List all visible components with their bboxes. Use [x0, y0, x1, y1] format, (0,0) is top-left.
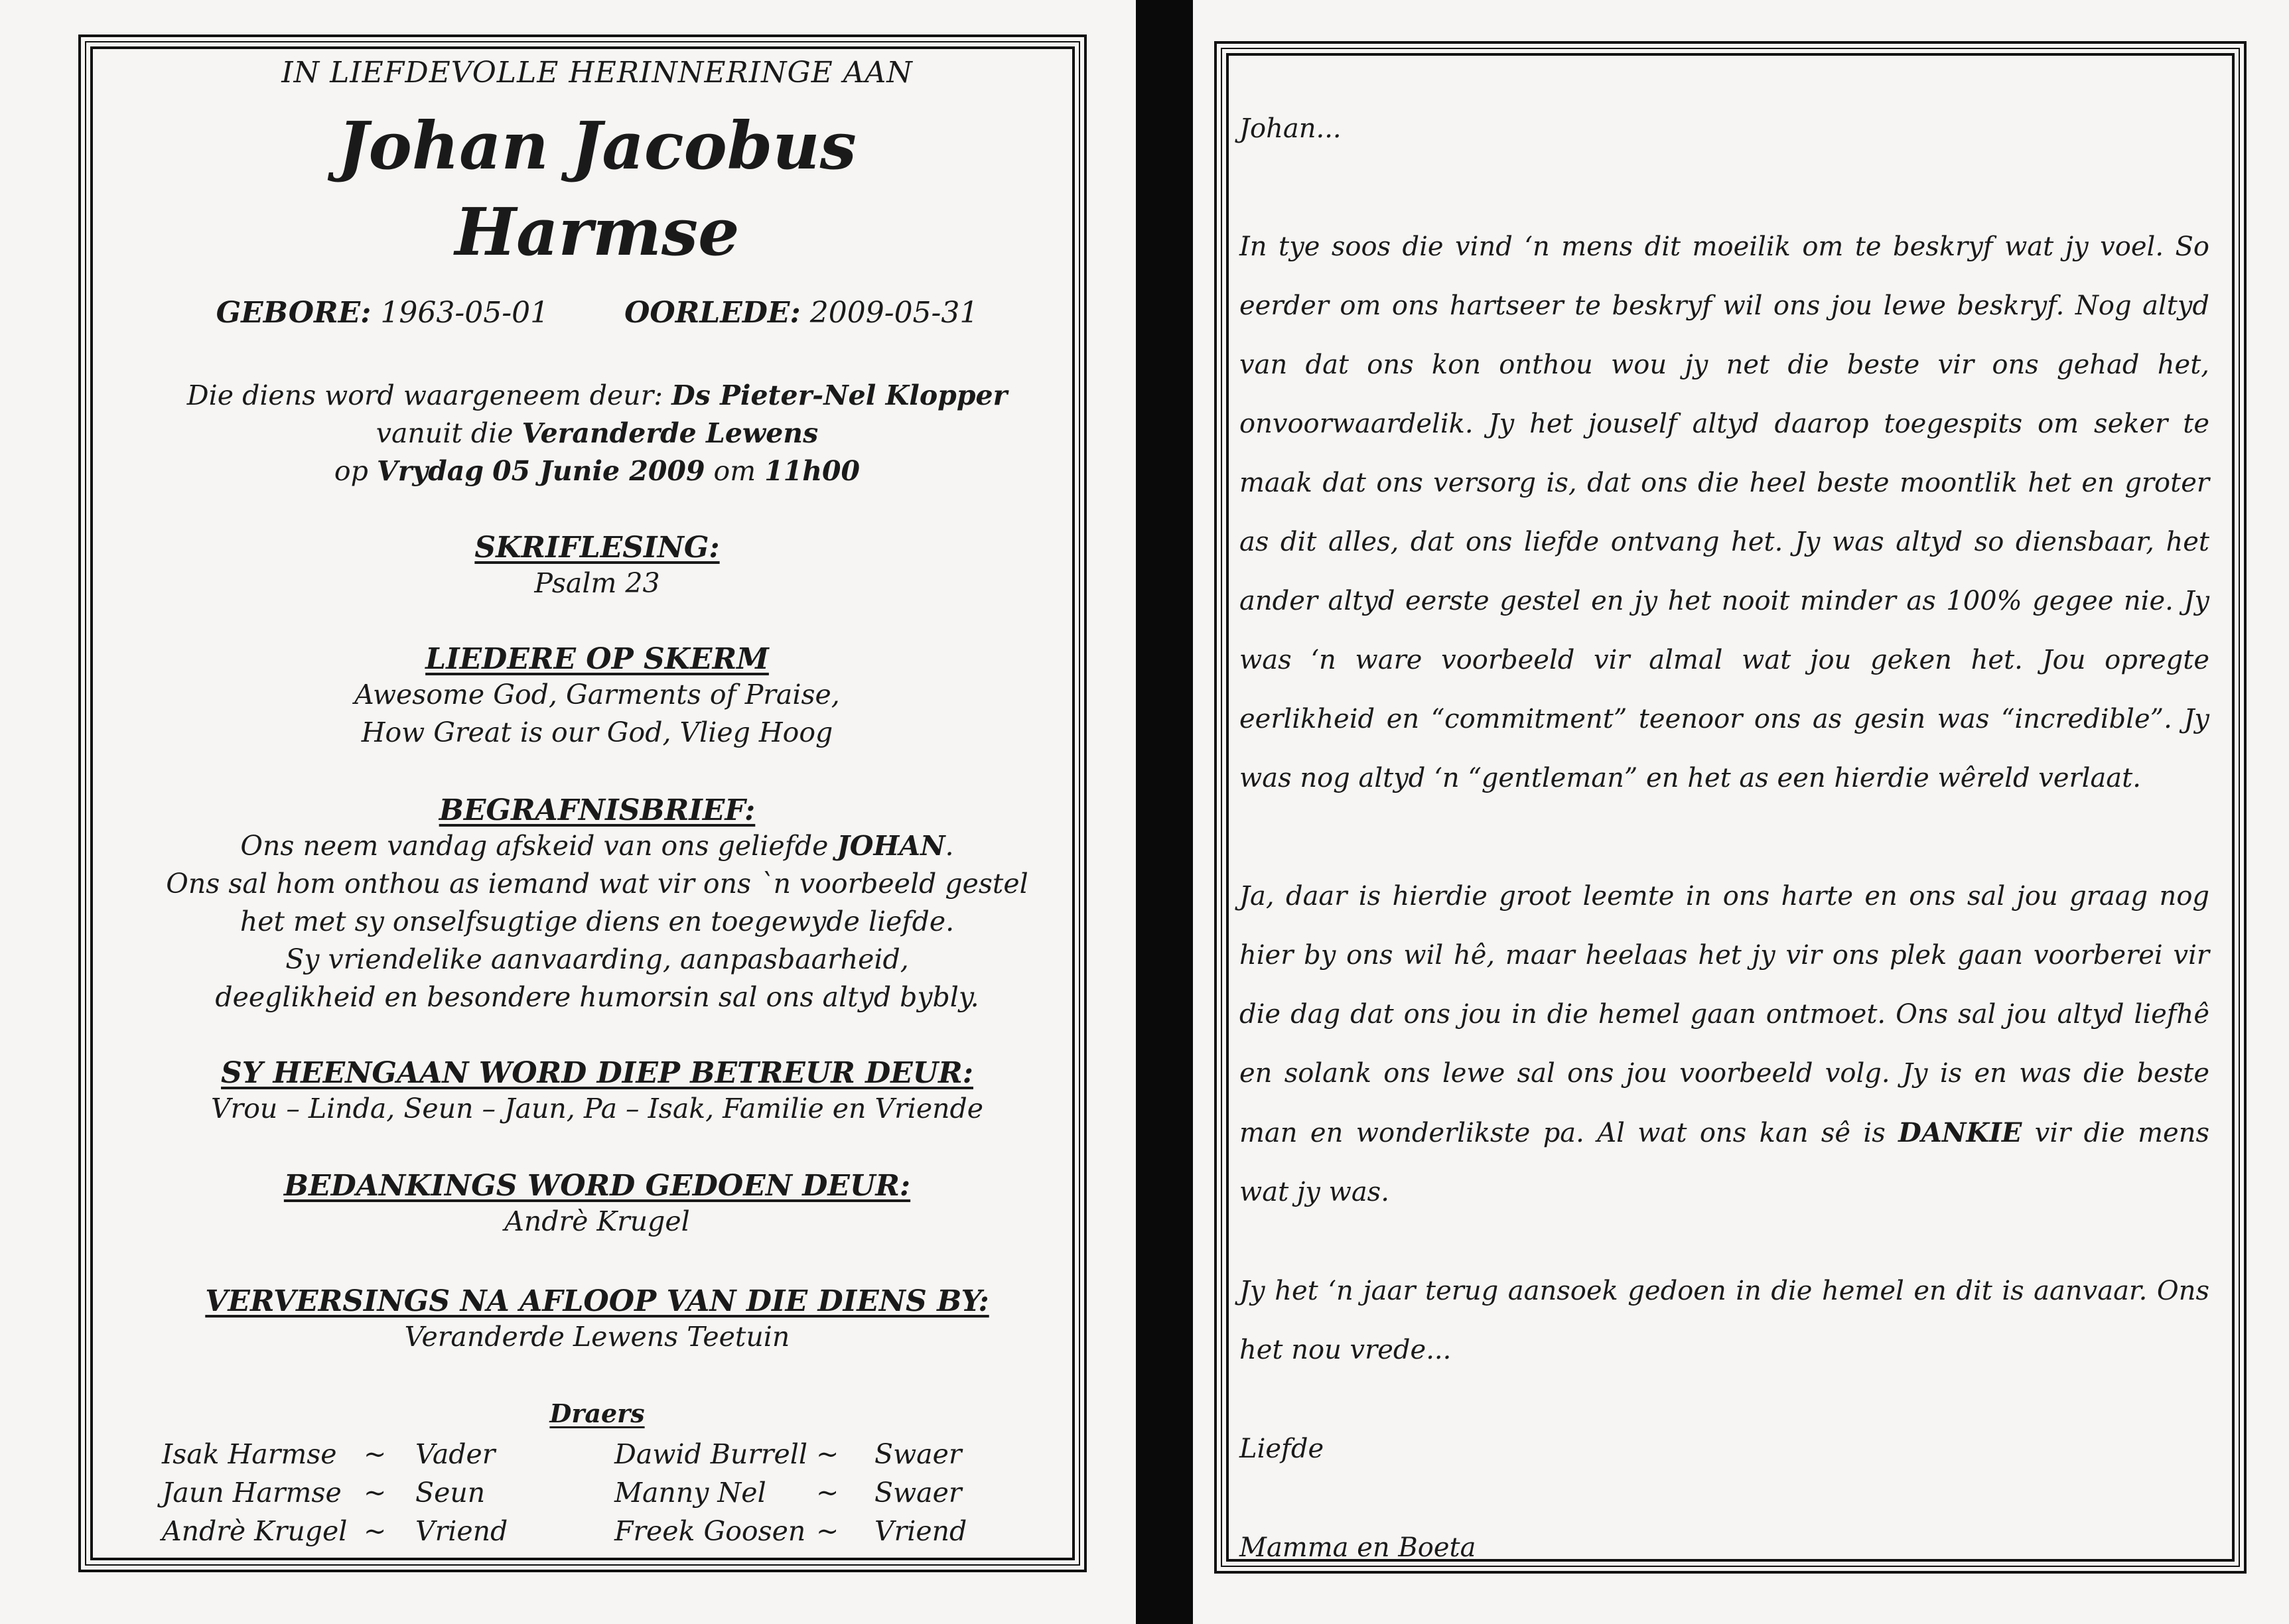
scripture-title: SKRIFLESING: [474, 531, 720, 565]
venue-name: Veranderde Lewens [521, 417, 819, 449]
funeral-letter-line-5: deeglikheid en besondere humorsin sal ons altyd bybly. [215, 981, 979, 1013]
mourners-title: SY HEENGAAN WORD DIEP BETREUR DEUR: [221, 1056, 973, 1090]
bearer-name: Manny Nel [614, 1477, 766, 1509]
bearer-tilde: ~ [816, 1477, 839, 1509]
bearer-tilde: ~ [364, 1477, 387, 1509]
service-details [106, 377, 1088, 490]
letter-closing: Liefde [1239, 1434, 1324, 1464]
bearer-tilde: ~ [816, 1515, 839, 1547]
thanks-title: BEDANKINGS WORD GEDOEN DEUR: [283, 1169, 911, 1203]
bearer-name: Jaun Harmse [162, 1477, 342, 1509]
died-label: OORLEDE: [624, 296, 801, 330]
card-spine [1136, 0, 1193, 1624]
died-date: 2009-05-31 [809, 296, 979, 330]
bearer-name: Andrè Krugel [162, 1515, 348, 1547]
pallbearers-title: Draers [549, 1398, 645, 1428]
mourners-text: Vrou – Linda, Seun – Jaun, Pa – Isak, Familie en Vriende [210, 1093, 983, 1124]
funeral-letter-line-1-end: . [945, 830, 954, 862]
born-group [216, 296, 549, 330]
tribute-letter [1239, 100, 2209, 1578]
songs-line-1: Awesome God, Garments of Praise, [354, 679, 840, 710]
refreshments-text: Veranderde Lewens Teetuin [404, 1321, 790, 1353]
service-line-2 [106, 415, 1088, 452]
service-officiant-label: Die diens word waargeneem deur: [186, 379, 663, 411]
venue-prefix: vanuit die [376, 417, 514, 449]
deceased-first-name: JOHAN [837, 830, 945, 862]
dates-row [106, 296, 1088, 330]
bearer-name: Freek Goosen [614, 1515, 806, 1547]
letter-signature: Mamma en Boeta [1239, 1532, 1476, 1563]
date-prefix: op [334, 455, 368, 487]
bearer-relation: Vader [415, 1438, 496, 1470]
refreshments-section [106, 1284, 1088, 1356]
bearer-relation: Seun [415, 1477, 486, 1509]
bearer-name: Isak Harmse [162, 1438, 337, 1470]
bearer-relation: Swaer [874, 1477, 962, 1509]
funeral-letter-line-3: het met sy onselfsugtige diens en toegewyde liefde. [240, 906, 955, 937]
died-group [624, 296, 978, 330]
letter-thanks-word: DANKIE [1898, 1117, 2022, 1148]
minister-name: Ds Pieter-Nel Klopper [671, 379, 1008, 411]
service-day: Vrydag [376, 455, 484, 487]
pallbearers-section [106, 1398, 1088, 1428]
service-time: 11h00 [764, 455, 861, 487]
scripture-text: Psalm 23 [534, 567, 660, 599]
letter-paragraph-2-end: vir die mens wat jy was. [1239, 1118, 2210, 1207]
funeral-letter-line-1 [106, 827, 1088, 865]
memory-heading: IN LIEFDEVOLLE HERINNERINGE AAN [281, 56, 913, 90]
funeral-letter-line-1-text: Ons neem vandag afskeid van ons geliefde [240, 830, 829, 862]
born-label: GEBORE: [216, 296, 372, 330]
born-date: 1963-05-01 [380, 296, 549, 330]
songs-title: LIEDERE OP SKERM [425, 642, 769, 676]
service-line-1 [106, 377, 1088, 415]
bearer-relation: Vriend [415, 1515, 508, 1547]
letter-paragraph-3: Jy het ‘n jaar terug aansoek gedoen in die hemel en dit is aanvaar. Ons het nou vrede... [1239, 1276, 2209, 1365]
deceased-name [106, 103, 1088, 276]
letter-paragraph-2 [1239, 867, 2209, 1222]
name-surname: Harmse [454, 194, 740, 271]
bearer-relation: Vriend [874, 1515, 967, 1547]
thanks-section [106, 1169, 1088, 1241]
bearer-tilde: ~ [364, 1515, 387, 1547]
thanks-text: Andrè Krugel [504, 1205, 690, 1237]
mourners-section [106, 1056, 1088, 1128]
letter-paragraph-1: In tye soos die vind ‘n mens dit moeilik om te beskryf wat jy voel. So eerder om ons hartseer te beskryf wil ons jou lewe beskryf. Nog altyd van dat ons kon onthou wou jy net die beste vir ons gehad het, onvoorwaardelik. Jy het jouself altyd daarop toegespits om seker te maak dat ons versorg is, dat ons die heel beste moontlik het en groter as dit alles, dat ons liefde ontvang het. Jy was altyd so diensbaar, het ander altyd eerste gestel en jy het nooit minder as 100% gegee nie. Jy was ‘n ware voorbeeld vir almal wat jou geken het. Jou opregte eerlikheid en “commitment” teenoor ons as gesin was “incredible”. Jy was nog altyd ‘n “gentleman” en het as een hierdie wêreld verlaat. [1239, 232, 2209, 793]
bearer-tilde: ~ [364, 1438, 387, 1470]
letter-salutation: Johan... [1239, 113, 1342, 144]
time-prefix: om [713, 455, 756, 487]
bearer-tilde: ~ [816, 1438, 839, 1470]
service-date: 05 Junie 2009 [492, 455, 705, 487]
name-first-line: Johan Jacobus [338, 108, 857, 184]
songs-line-2: How Great is our God, Vlieg Hoog [361, 716, 833, 748]
songs-section [106, 642, 1088, 752]
funeral-letter-line-2: Ons sal hom onthou as iemand wat vir ons `n voorbeeld gestel [166, 868, 1028, 900]
scripture-section [106, 531, 1088, 602]
funeral-letter-line-4: Sy vriendelike aanvaarding, aanpasbaarheid, [285, 943, 909, 975]
refreshments-title: VERVERSINGS NA AFLOOP VAN DIE DIENS BY: [205, 1284, 989, 1318]
service-line-3 [106, 452, 1088, 490]
funeral-letter-section [106, 793, 1088, 1016]
bearer-relation: Swaer [874, 1438, 962, 1470]
bearer-name: Dawid Burrell [614, 1438, 808, 1470]
letter-paragraph-2-text: Ja, daar is hierdie groot leemte in ons harte en ons sal jou graag nog hier by ons wil hê, maar heelaas het jy vir ons plek gaan voorberei vir die dag dat ons jou in die hemel gaan ontmoet. Ons sal jou altyd liefhê en solank ons lewe sal ons jou voorbeeld volg. Jy is en was die beste man en wonderlikste pa. Al wat ons kan sê is [1239, 881, 2209, 1148]
funeral-letter-title: BEGRAFNISBRIEF: [439, 793, 756, 827]
